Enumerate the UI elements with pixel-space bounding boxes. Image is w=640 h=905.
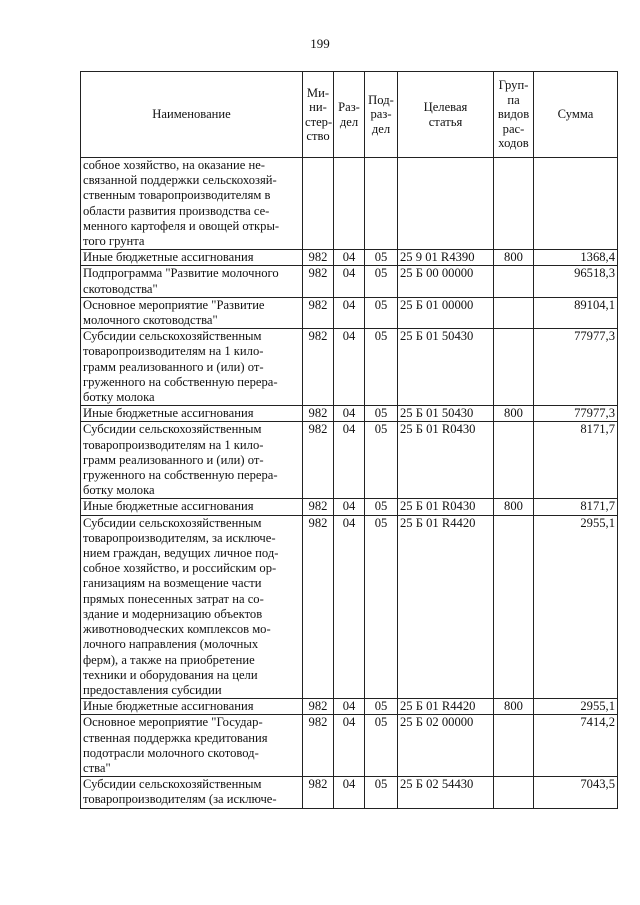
cell-name: собное хозяйство, на оказание не- связанной поддержки сельскохозяй- ственным товаропроизводителям в области развития производства се- менного картофеля и овощей откры- того грунта (81, 158, 303, 250)
cell-section (334, 158, 365, 250)
cell-sum: 2955,1 (534, 515, 618, 698)
cell-sum: 89104,1 (534, 297, 618, 328)
table-row (81, 715, 618, 777)
budget-table (80, 71, 618, 809)
cell-ministry (303, 158, 334, 250)
cell-group: 800 (494, 699, 534, 715)
cell-group (494, 715, 534, 777)
cell-sum: 7414,2 (534, 715, 618, 777)
cell-group (494, 266, 534, 297)
cell-target: 25 Б 01 00000 (398, 297, 494, 328)
cell-group (494, 329, 534, 406)
header-section: Раз- дел (334, 72, 365, 158)
cell-subsection: 05 (365, 266, 398, 297)
cell-section: 04 (334, 406, 365, 422)
cell-subsection: 05 (365, 699, 398, 715)
table-body (81, 158, 618, 809)
cell-name: Подпрограмма "Развитие молочного скотоводства" (81, 266, 303, 297)
cell-ministry: 982 (303, 297, 334, 328)
cell-target: 25 Б 01 50430 (398, 406, 494, 422)
cell-section: 04 (334, 499, 365, 515)
cell-target: 25 Б 02 54430 (398, 777, 494, 808)
cell-sum: 7043,5 (534, 777, 618, 808)
header-name: Наименование (81, 72, 303, 158)
cell-group: 800 (494, 250, 534, 266)
cell-subsection (365, 158, 398, 250)
cell-target: 25 Б 01 R4420 (398, 515, 494, 698)
cell-group: 800 (494, 406, 534, 422)
cell-subsection: 05 (365, 715, 398, 777)
header-sum: Сумма (534, 72, 618, 158)
cell-section: 04 (334, 250, 365, 266)
cell-sum: 77977,3 (534, 406, 618, 422)
cell-target: 25 Б 02 00000 (398, 715, 494, 777)
cell-ministry: 982 (303, 406, 334, 422)
cell-section: 04 (334, 297, 365, 328)
cell-section: 04 (334, 422, 365, 499)
table-row (81, 250, 618, 266)
table-row (81, 422, 618, 499)
cell-subsection: 05 (365, 515, 398, 698)
header-target: Целевая статья (398, 72, 494, 158)
cell-target: 25 Б 01 50430 (398, 329, 494, 406)
cell-name: Основное мероприятие "Государ- ственная поддержка кредитования подотрасли молочного скотовод- ства" (81, 715, 303, 777)
cell-sum: 8171,7 (534, 422, 618, 499)
cell-name: Иные бюджетные ассигнования (81, 406, 303, 422)
cell-name: Иные бюджетные ассигнования (81, 499, 303, 515)
table-row (81, 406, 618, 422)
cell-group (494, 297, 534, 328)
cell-sum: 96518,3 (534, 266, 618, 297)
cell-name: Иные бюджетные ассигнования (81, 699, 303, 715)
cell-sum: 1368,4 (534, 250, 618, 266)
cell-subsection: 05 (365, 777, 398, 808)
cell-sum: 2955,1 (534, 699, 618, 715)
cell-target (398, 158, 494, 250)
cell-ministry: 982 (303, 329, 334, 406)
table-row (81, 499, 618, 515)
cell-section: 04 (334, 266, 365, 297)
header-subsection: Под- раз- дел (365, 72, 398, 158)
table-row (81, 515, 618, 698)
cell-sum: 8171,7 (534, 499, 618, 515)
cell-target: 25 Б 01 R4420 (398, 699, 494, 715)
cell-ministry: 982 (303, 777, 334, 808)
cell-subsection: 05 (365, 499, 398, 515)
cell-group: 800 (494, 499, 534, 515)
cell-name: Субсидии сельскохозяйственным товаропроизводителям, за исключе- нием граждан, ведущих личное под- собное хозяйство, и российским ор- ганизациям на возмещение части прямых понесенных затрат на со- здание и модернизацию объектов животноводческих комплексов мо- лочного направления (молочных ферм), а также на приобретение техники и оборудования на цели предоставления субсидии (81, 515, 303, 698)
cell-name: Субсидии сельскохозяйственным товаропроизводителям на 1 кило- грамм реализованного и (или) от- груженного на собственную перера- ботку молока (81, 422, 303, 499)
header-ministry: Ми- ни- стер- ство (303, 72, 334, 158)
header-group: Груп- па видов рас- ходов (494, 72, 534, 158)
table-header-row (81, 72, 618, 158)
cell-section: 04 (334, 329, 365, 406)
table-row (81, 158, 618, 250)
cell-target: 25 Б 01 R0430 (398, 499, 494, 515)
cell-ministry: 982 (303, 422, 334, 499)
cell-sum (534, 158, 618, 250)
cell-section: 04 (334, 715, 365, 777)
cell-ministry: 982 (303, 499, 334, 515)
cell-ministry: 982 (303, 266, 334, 297)
cell-section: 04 (334, 515, 365, 698)
table-row (81, 266, 618, 297)
cell-name: Основное мероприятие "Развитие молочного скотоводства" (81, 297, 303, 328)
cell-group (494, 158, 534, 250)
cell-target: 25 Б 01 R0430 (398, 422, 494, 499)
table-row (81, 297, 618, 328)
cell-subsection: 05 (365, 422, 398, 499)
cell-name: Субсидии сельскохозяйственным товаропроизводителям (за исключе- (81, 777, 303, 808)
cell-ministry: 982 (303, 715, 334, 777)
cell-name: Иные бюджетные ассигнования (81, 250, 303, 266)
cell-subsection: 05 (365, 329, 398, 406)
cell-subsection: 05 (365, 406, 398, 422)
cell-group (494, 777, 534, 808)
cell-group (494, 422, 534, 499)
table-row (81, 777, 618, 808)
cell-sum: 77977,3 (534, 329, 618, 406)
cell-subsection: 05 (365, 297, 398, 328)
table-row (81, 329, 618, 406)
cell-ministry: 982 (303, 515, 334, 698)
cell-section: 04 (334, 699, 365, 715)
cell-target: 25 Б 00 00000 (398, 266, 494, 297)
cell-name: Субсидии сельскохозяйственным товаропроизводителям на 1 кило- грамм реализованного и (или) от- груженного на собственную перера- ботку молока (81, 329, 303, 406)
cell-group (494, 515, 534, 698)
cell-subsection: 05 (365, 250, 398, 266)
cell-ministry: 982 (303, 250, 334, 266)
page-number: 199 (310, 36, 330, 51)
cell-ministry: 982 (303, 699, 334, 715)
cell-section: 04 (334, 777, 365, 808)
table-row (81, 699, 618, 715)
cell-target: 25 9 01 R4390 (398, 250, 494, 266)
